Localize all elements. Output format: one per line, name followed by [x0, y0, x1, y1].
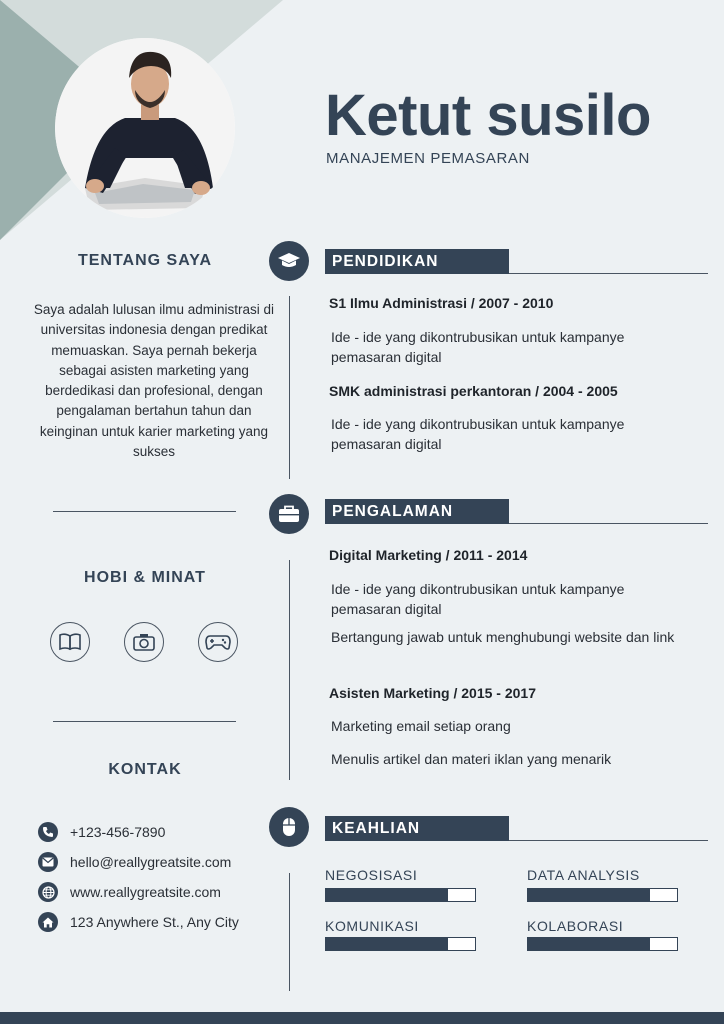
skill-kolaborasi-label: KOLABORASI	[527, 918, 624, 934]
camera-icon	[124, 622, 164, 662]
globe-icon	[38, 882, 58, 902]
timeline-line-experience	[289, 560, 290, 780]
divider-hobbies	[53, 721, 236, 722]
skill-fill	[326, 889, 448, 901]
contact-email	[38, 852, 231, 872]
phone-icon	[38, 822, 58, 842]
skill-data-analysis-label: DATA ANALYSIS	[527, 867, 640, 883]
job-title: MANAJEMEN PEMASARAN	[326, 150, 530, 167]
graduation-cap-icon	[269, 241, 309, 281]
education-entry-1-text: Ide - ide yang dikontrubusikan untuk kampanye pemasaran digital	[331, 329, 625, 365]
skill-komunikasi-bar	[325, 937, 476, 951]
skill-fill	[326, 938, 448, 950]
mail-icon	[38, 852, 58, 872]
timeline-line-skills	[289, 873, 290, 991]
about-text: Saya adalah lulusan ilmu administrasi di universitas indonesia dengan predikat memuaskan. Saya pernah bekerja sebagai asisten marketing yang berdedikasi dan profesional, dengan pengalaman bertahun tahun dan keinginan untuk karier marketing yang sukses	[33, 302, 275, 460]
education-underline	[509, 273, 708, 274]
home-icon	[38, 912, 58, 932]
skills-underline	[509, 840, 708, 841]
contact-email-text: hello@reallygreatsite.com	[70, 854, 232, 870]
education-entry-2-text: Ide - ide yang dikontrubusikan untuk kampanye pemasaran digital	[331, 416, 625, 452]
skill-negosiasi-bar	[325, 888, 476, 902]
skill-fill	[528, 889, 650, 901]
experience-entry-2-point-2: Menulis artikel dan materi iklan yang menarik	[331, 751, 612, 767]
experience-entry-2-title: Asisten Marketing / 2015 - 2017	[329, 685, 536, 701]
experience-entry-1-point-1: Ide - ide yang dikontrubusikan untuk kampanye pemasaran digital	[331, 581, 625, 617]
experience-entry-1-title: Digital Marketing / 2011 - 2014	[329, 547, 528, 563]
briefcase-icon	[269, 494, 309, 534]
profile-photo	[55, 38, 235, 218]
person-name: Ketut susilo	[325, 83, 651, 148]
experience-underline	[509, 523, 708, 524]
book-icon	[50, 622, 90, 662]
skills-heading: KEAHLIAN	[325, 816, 509, 841]
skill-kolaborasi-bar	[527, 937, 678, 951]
mouse-icon	[269, 807, 309, 847]
hobbies-heading: HOBI & MINAT	[84, 569, 206, 586]
contact-heading: KONTAK	[108, 761, 182, 778]
contact-address	[38, 912, 239, 932]
skill-data-analysis-bar	[527, 888, 678, 902]
skill-negosiasi-label: NEGOSISASI	[325, 867, 418, 883]
experience-heading: PENGALAMAN	[325, 499, 509, 524]
contact-phone-text: +123-456-7890	[70, 824, 166, 840]
experience-entry-1-point-2: Bertangung jawab untuk menghubungi website dan link	[331, 629, 675, 645]
timeline-line-education	[289, 296, 290, 479]
about-heading: TENTANG SAYA	[77, 252, 213, 269]
footer-bar	[0, 1012, 724, 1024]
gamepad-icon	[198, 622, 238, 662]
contact-website-text: www.reallygreatsite.com	[70, 884, 221, 900]
contact-phone	[38, 822, 165, 842]
skill-komunikasi-label: KOMUNIKASI	[325, 918, 419, 934]
skill-fill	[528, 938, 650, 950]
contact-address-text: 123 Anywhere St., Any City	[70, 914, 239, 930]
education-entry-2-title: SMK administrasi perkantoran / 2004 - 2005	[329, 383, 618, 399]
contact-website	[38, 882, 221, 902]
education-heading: PENDIDIKAN	[325, 249, 509, 274]
experience-entry-2-point-1: Marketing email setiap orang	[331, 718, 511, 734]
divider-about	[53, 511, 236, 512]
education-entry-1-title: S1 Ilmu Administrasi / 2007 - 2010	[329, 295, 554, 311]
